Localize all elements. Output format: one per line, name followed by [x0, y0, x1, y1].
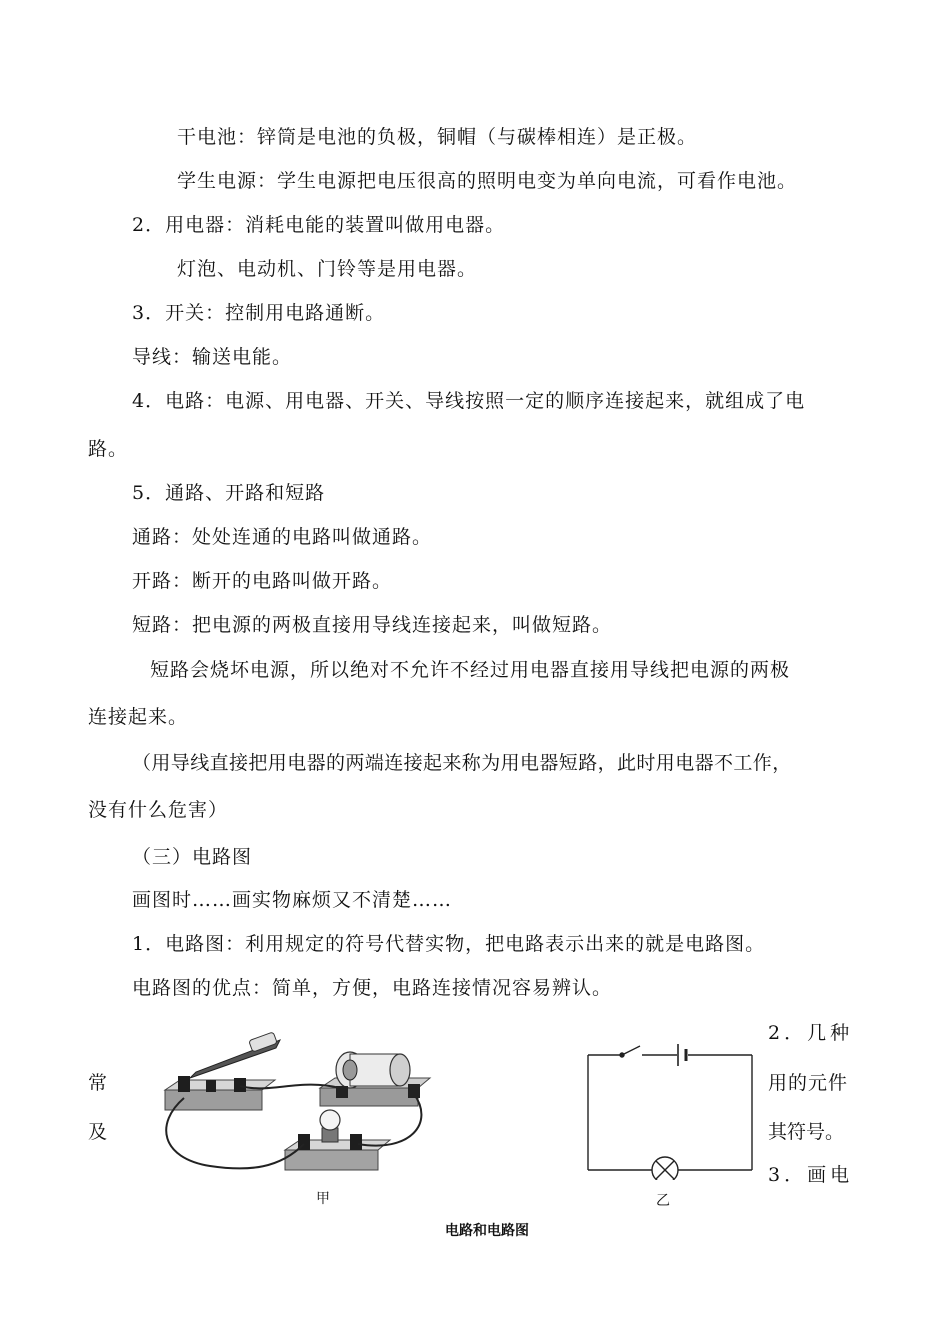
text-line-18: 画图时……画实物麻烦又不清楚……	[132, 889, 453, 911]
battery-symbol	[678, 1044, 686, 1066]
wrap-left-2: 及	[88, 1121, 108, 1143]
text-line-10: 通路：处处连通的电路叫做通路。	[132, 526, 433, 548]
wrap-right-3: 其符号。	[768, 1121, 845, 1143]
text-line-1: 干电池：锌筒是电池的负极，铜帽（与碳棒相连）是正极。	[177, 126, 698, 148]
text-line-20: 电路图的优点：简单，方便，电路连接情况容易辨认。	[132, 977, 613, 999]
physical-circuit-figure	[150, 1028, 440, 1188]
text-line-16: 没有什么危害）	[88, 799, 229, 821]
figure-label-a: 甲	[316, 1191, 330, 1207]
text-line-17: （三）电路图	[132, 846, 253, 868]
lamp-symbol	[652, 1157, 678, 1180]
text-line-13: 短路会烧坏电源，所以绝对不允许不经过用电器直接用导线把电源的两极	[150, 659, 791, 681]
lamp-holder-icon	[285, 1110, 390, 1170]
text-line-11: 开路：断开的电路叫做开路。	[132, 570, 393, 592]
text-line-14: 连接起来。	[88, 706, 189, 728]
text-line-9: 5．通路、开路和短路	[132, 482, 326, 504]
text-line-6: 导线：输送电能。	[132, 346, 293, 368]
text-line-15: （用导线直接把用电器的两端连接起来称为用电器短路，此时用电器不工作，	[132, 752, 792, 774]
wrap-right-2: 用的元件	[768, 1072, 849, 1094]
text-line-8: 路。	[88, 438, 129, 460]
text-line-4: 灯泡、电动机、门铃等是用电器。	[177, 258, 478, 280]
text-line-19: 1．电路图：利用规定的符号代替实物，把电路表示出来的就是电路图。	[132, 933, 766, 955]
text-line-2: 学生电源：学生电源把电压很高的照明电变为单向电流，可看作电池。	[177, 170, 798, 192]
text-line-7: 4．电路：电源、用电器、开关、导线按照一定的顺序连接起来，就组成了电	[132, 390, 806, 412]
switch-symbol	[620, 1046, 640, 1057]
battery-holder-icon	[320, 1052, 430, 1106]
wrap-left-1: 常	[88, 1072, 108, 1094]
text-line-5: 3．开关：控制用电路通断。	[132, 302, 386, 324]
wrap-right-4: 3．画电	[768, 1164, 854, 1186]
figure-caption: 电路和电路图	[445, 1223, 529, 1239]
circuit-diagram-figure	[580, 1040, 760, 1180]
wrap-right-1: 2．几种	[768, 1022, 854, 1044]
figure-label-b: 乙	[656, 1193, 670, 1209]
text-line-3: 2．用电器：消耗电能的装置叫做用电器。	[132, 214, 506, 236]
text-line-12: 短路：把电源的两极直接用导线连接起来，叫做短路。	[132, 614, 613, 636]
